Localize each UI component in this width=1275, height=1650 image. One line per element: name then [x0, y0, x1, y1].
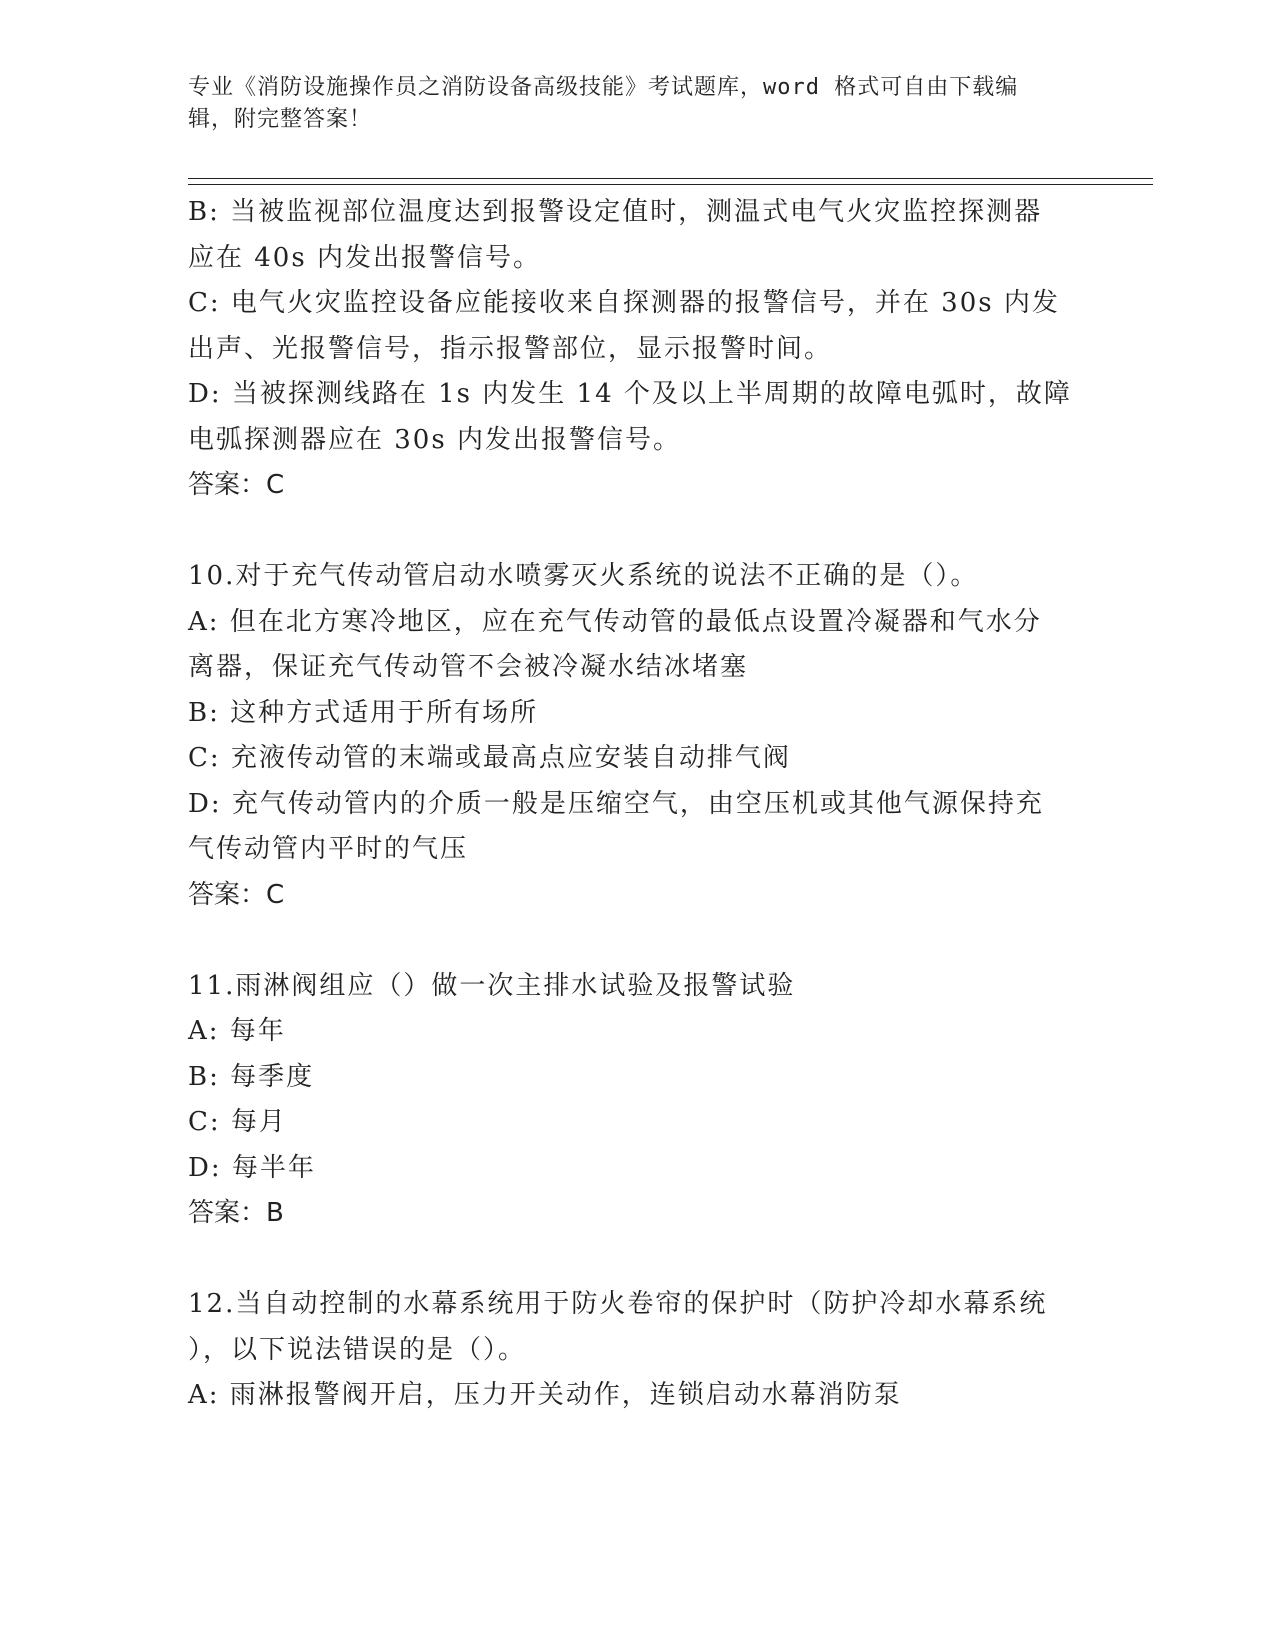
q9-option-b-line-2: 应在 40s 内发出报警信号。: [188, 242, 541, 273]
spacer: [188, 509, 1088, 555]
q9-option-c-line-2: 出声、光报警信号，指示报警部位，显示报警时间。: [188, 333, 833, 364]
q10-option-a-line-1: A: 但在北方寒冷地区，应在充气传动管的最低点设置冷凝器和气水分: [188, 606, 1042, 637]
question-11-block: [188, 964, 1088, 1237]
header-line-2: 辑，附完整答案！: [188, 107, 373, 132]
q10-option-b: B: 这种方式适用于所有场所: [188, 697, 539, 728]
document-body: [188, 190, 1088, 1419]
q10-option-c: C: 充液传动管的末端或最高点应安装自动排气阀: [188, 743, 791, 773]
q9-option-c-line-1: C: 电气火灾监控设备应能接收来自探测器的报警信号，并在 30s 内发: [188, 288, 1060, 318]
q11-option-d: D: 每半年: [188, 1152, 316, 1183]
q9-option-d-line-2: 电弧探测器应在 30s 内发出报警信号。: [188, 424, 681, 455]
spacer: [188, 1237, 1088, 1283]
q10-question: 10.对于充气传动管启动水喷雾灭火系统的说法不正确的是（）。: [188, 561, 979, 591]
q11-option-a: A: 每年: [188, 1016, 286, 1046]
q9-option-b-line-1: B: 当被监视部位温度达到报警设定值时，测温式电气火灾监控探测器: [188, 197, 1043, 227]
q11-option-c: C: 每月: [188, 1107, 287, 1137]
q12-question-line-1: 12.当自动控制的水幕系统用于防火卷帘的保护时（防护冷却水幕系统: [188, 1289, 1048, 1319]
q12-option-a: A: 雨淋报警阀开启，压力开关动作，连锁启动水幕消防泵: [188, 1380, 902, 1410]
q9-option-d-line-1: D: 当被探测线路在 1s 内发生 14 个及以上半周期的故障电弧时，故障: [188, 379, 1072, 409]
q12-question-line-2: ），以下说法错误的是（）。: [188, 1334, 527, 1365]
spacer: [188, 918, 1088, 964]
q11-question: 11.雨淋阀组应（）做一次主排水试验及报警试验: [188, 970, 796, 1001]
q10-option-d-line-1: D: 充气传动管内的介质一般是压缩空气，由空压机或其他气源保持充: [188, 788, 1044, 819]
q10-option-a-line-2: 离器，保证充气传动管不会被冷凝水结冰堵塞: [188, 652, 749, 682]
header-divider-top: [188, 178, 1153, 179]
q9-answer: 答案：C: [188, 470, 285, 500]
q10-answer: 答案：C: [188, 879, 285, 910]
q11-option-b: B: 每季度: [188, 1061, 315, 1092]
question-9-block: [188, 190, 1088, 509]
question-10-block: [188, 554, 1088, 918]
question-12-block: [188, 1282, 1088, 1419]
header-divider-bottom: [188, 184, 1153, 185]
header-line-1: 专业《消防设施操作员之消防设备高级技能》考试题库，word 格式可自由下载编: [188, 75, 1019, 100]
q11-answer: 答案：B: [188, 1198, 284, 1228]
document-header: [188, 72, 1088, 136]
q10-option-d-line-2: 气传动管内平时的气压: [188, 834, 469, 864]
